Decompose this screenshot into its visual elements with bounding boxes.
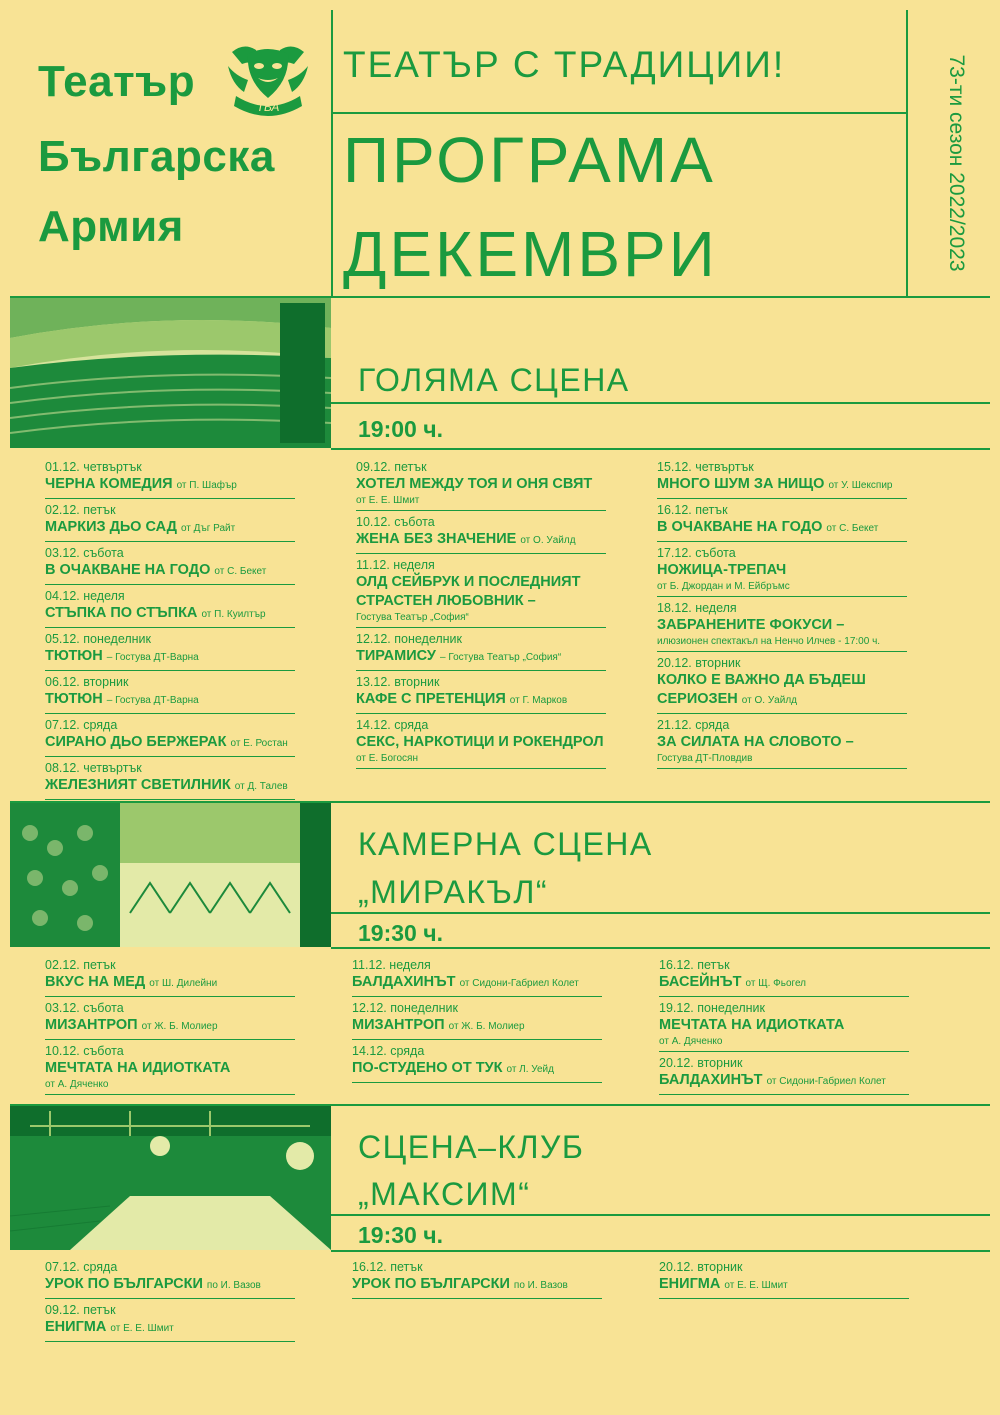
logo-line-3: Армия: [38, 202, 184, 251]
club-stage-subtitle: „МАКСИМ“: [358, 1176, 531, 1212]
list-item: 17.12. събота НОЖИЦА-ТРЕПАЧ от Б. Джордан и М. Ейбръмс: [657, 546, 907, 597]
list-item: 02.12. петък ВКУС НА МЕД от Ш. Дилейни: [45, 958, 295, 997]
large-stage-col-3: [657, 460, 907, 773]
list-item: 02.12. петък МАРКИЗ ДЬО САД от Дъг Райт: [45, 503, 295, 542]
large-stage-photo: [10, 298, 331, 448]
list-item: 10.12. събота ЖЕНА БЕЗ ЗНАЧЕНИЕ от О. Уайлд: [356, 515, 606, 554]
page-title-program: ПРОГРАМА: [343, 124, 716, 196]
list-item: 21.12. сряда ЗА СИЛАТА НА СЛОВОТО – Гостува ДТ-Пловдив: [657, 718, 907, 769]
list-item: 16.12. петък УРОК ПО БЪЛГАРСКИ по И. Вазов: [352, 1260, 602, 1299]
list-item: 01.12. четвъртък ЧЕРНА КОМЕДИЯ от П. Шафър: [45, 460, 295, 499]
chamber-stage-time: 19:30 ч.: [358, 920, 443, 946]
page-title-month: ДЕКЕМВРИ: [343, 218, 718, 290]
list-item: 18.12. неделя ЗАБРАНЕНИТЕ ФОКУСИ – илюзионен спектакъл на Ненчо Илчев - 17:00 ч.: [657, 601, 907, 652]
large-stage-title: ГОЛЯМА СЦЕНА: [358, 362, 630, 398]
club-stage-col-3: [659, 1260, 909, 1303]
list-item: 09.12. петък ЕНИГМА от Е. Е. Шмит: [45, 1303, 295, 1342]
list-item: 13.12. вторник КАФЕ С ПРЕТЕНЦИЯ от Г. Марков: [356, 675, 606, 714]
large-stage-col-2: [356, 460, 606, 773]
club-stage-photo: [10, 1106, 331, 1250]
logo-line-2: Българска: [38, 132, 275, 181]
club-stage-time: 19:30 ч.: [358, 1222, 443, 1248]
list-item: 03.12. събота МИЗАНТРОП от Ж. Б. Молиер: [45, 1001, 295, 1040]
list-item: 16.12. петък В ОЧАКВАНЕ НА ГОДО от С. Бекет: [657, 503, 907, 542]
club-stage-col-1: [45, 1260, 295, 1346]
chamber-stage-subtitle: „МИРАКЪЛ“: [358, 874, 548, 910]
list-item: 15.12. четвъртък МНОГО ШУМ ЗА НИЩО от У. Шекспир: [657, 460, 907, 499]
theatre-masks-emblem-icon: [222, 40, 314, 122]
list-item: 11.12. неделя ОЛД СЕЙБРУК И ПОСЛЕДНИЯТ СТРАСТЕН ЛЮБОВНИК – Гостува Театър „София“: [356, 558, 606, 628]
list-item: 19.12. понеделник МЕЧТАТА НА ИДИОТКАТА от А. Дяченко: [659, 1001, 909, 1052]
chamber-stage-col-3: [659, 958, 909, 1099]
chamber-stage-col-2: [352, 958, 602, 1087]
list-item: 05.12. понеделник ТЮТЮН – Гостува ДТ-Варна: [45, 632, 295, 671]
chamber-stage-title: КАМЕРНА СЦЕНА: [358, 826, 653, 862]
svg-text:ТБА: ТБА: [256, 100, 280, 114]
list-item: 09.12. петък ХОТЕЛ МЕЖДУ ТОЯ И ОНЯ СВЯТ от Е. Е. Шмит: [356, 460, 606, 511]
list-item: 20.12. вторник КОЛКО Е ВАЖНО ДА БЪДЕШ СЕРИОЗЕН от О. Уайлд: [657, 656, 907, 714]
list-item: 04.12. неделя СТЪПКА ПО СТЪПКА от П. Куилтър: [45, 589, 295, 628]
club-stage-title: СЦЕНА–КЛУБ: [358, 1129, 585, 1165]
list-item: 08.12. четвъртък ЖЕЛЕЗНИЯТ СВЕТИЛНИК от Д. Талев: [45, 761, 295, 800]
list-item: 11.12. неделя БАЛДАХИНЪТ от Сидони-Габриел Колет: [352, 958, 602, 997]
list-item: 12.12. понеделник МИЗАНТРОП от Ж. Б. Молиер: [352, 1001, 602, 1040]
list-item: 07.12. сряда СИРАНО ДЬО БЕРЖЕРАК от Е. Ростан: [45, 718, 295, 757]
season-label: 73-ти сезон 2022/2023: [945, 53, 968, 272]
club-stage-col-2: [352, 1260, 602, 1303]
list-item: 10.12. събота МЕЧТАТА НА ИДИОТКАТА от А. Дяченко: [45, 1044, 295, 1095]
large-stage-time: 19:00 ч.: [358, 416, 443, 442]
list-item: 14.12. сряда СЕКС, НАРКОТИЦИ И РОКЕНДРОЛ от Е. Богосян: [356, 718, 606, 769]
list-item: 03.12. събота В ОЧАКВАНЕ НА ГОДО от С. Бекет: [45, 546, 295, 585]
list-item: 12.12. понеделник ТИРАМИСУ – Гостува Театър „София“: [356, 632, 606, 671]
list-item: 07.12. сряда УРОК ПО БЪЛГАРСКИ по И. Вазов: [45, 1260, 295, 1299]
list-item: 14.12. сряда ПО-СТУДЕНО ОТ ТУК от Л. Уейд: [352, 1044, 602, 1083]
large-stage-col-1: [45, 460, 295, 804]
chamber-stage-col-1: [45, 958, 295, 1099]
list-item: 16.12. петък БАСЕЙНЪТ от Щ. Фьогел: [659, 958, 909, 997]
logo-line-1: Театър: [38, 57, 196, 106]
list-item: 20.12. вторник ЕНИГМА от Е. Е. Шмит: [659, 1260, 909, 1299]
chamber-stage-photo: [10, 803, 331, 947]
list-item: 06.12. вторник ТЮТЮН – Гостува ДТ-Варна: [45, 675, 295, 714]
list-item: 20.12. вторник БАЛДАХИНЪТ от Сидони-Габриел Колет: [659, 1056, 909, 1095]
slogan: ТЕАТЪР С ТРАДИЦИИ!: [343, 44, 786, 85]
